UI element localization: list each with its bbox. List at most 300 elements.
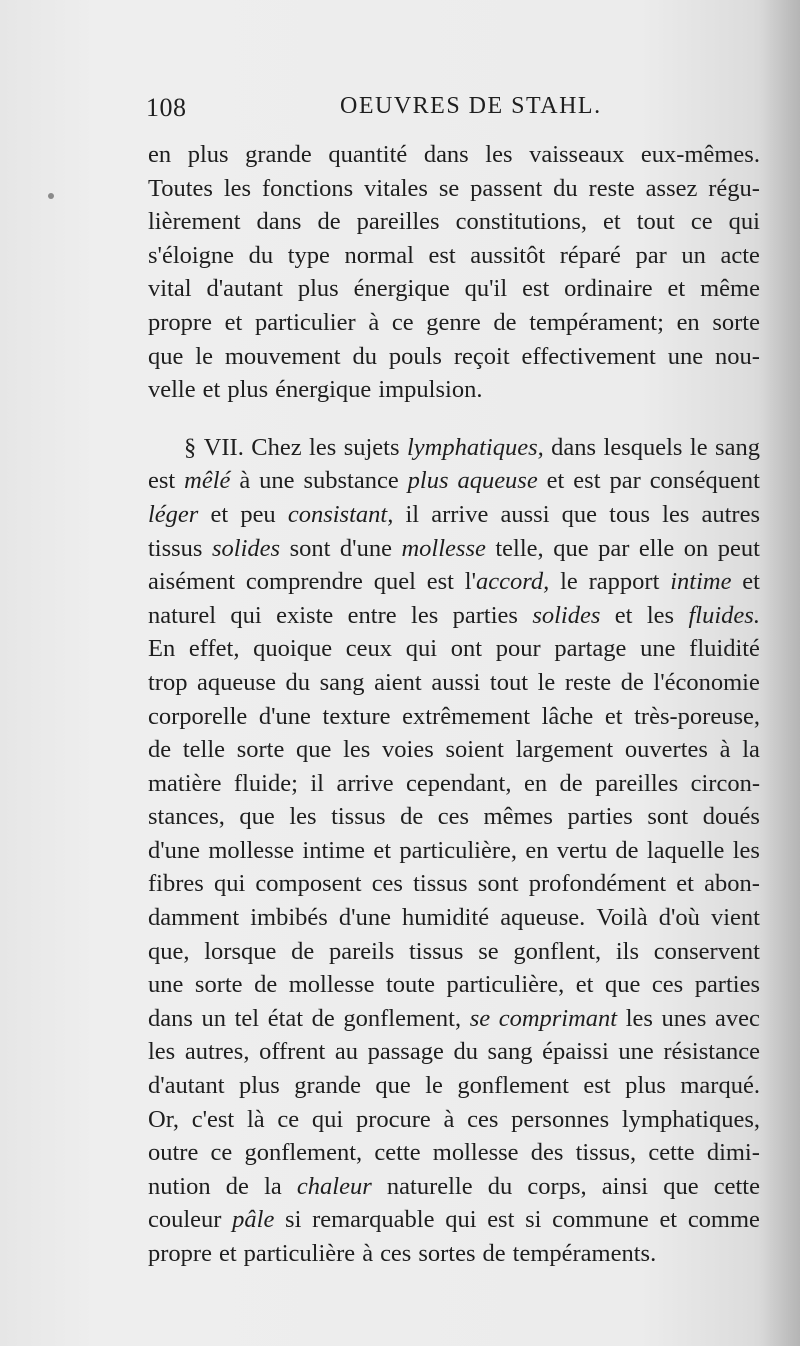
word: conséquent xyxy=(649,467,760,495)
word: d'autant xyxy=(148,1072,225,1100)
word: type xyxy=(287,241,330,269)
word: peut xyxy=(717,534,760,562)
text-line xyxy=(148,306,760,340)
word: ont xyxy=(450,635,483,663)
word: reste xyxy=(588,174,635,202)
word: si xyxy=(285,1206,302,1234)
word: elle xyxy=(638,534,675,562)
word: corps, xyxy=(527,1172,587,1200)
word: abon- xyxy=(704,870,760,898)
text-line xyxy=(148,1203,760,1237)
text-line xyxy=(148,532,760,566)
word: que xyxy=(604,971,641,999)
word: vital xyxy=(148,275,192,303)
word: qu'il xyxy=(464,275,508,303)
word: lesquels xyxy=(603,433,683,461)
text-line xyxy=(148,498,760,532)
word: vaisseaux xyxy=(529,141,625,168)
word: vient xyxy=(710,904,760,932)
text-line xyxy=(148,901,760,935)
word: unes xyxy=(661,1004,707,1032)
word: du xyxy=(453,1038,478,1066)
word: qui xyxy=(445,1206,477,1234)
paragraph xyxy=(148,138,760,407)
page-header xyxy=(146,93,776,133)
text-line xyxy=(148,733,760,767)
word: dans xyxy=(551,433,597,461)
word: laquelle xyxy=(646,836,725,864)
word: nution xyxy=(148,1172,211,1200)
word: d'une xyxy=(258,702,311,730)
word: que xyxy=(296,736,332,764)
word: Chez xyxy=(251,433,302,461)
word: procure xyxy=(355,1105,431,1133)
word: voies xyxy=(382,736,434,764)
word: et xyxy=(202,376,221,404)
word: stances, xyxy=(148,803,225,831)
word: aussi xyxy=(500,500,550,528)
word: la xyxy=(264,1172,282,1200)
word: ce xyxy=(277,1105,300,1133)
word: vitales xyxy=(364,174,428,202)
word: tout xyxy=(636,208,675,236)
word: et xyxy=(575,971,594,999)
word: de xyxy=(148,736,172,764)
word: qui xyxy=(213,870,246,898)
word: profondément xyxy=(528,870,667,898)
word: mollesse xyxy=(432,1139,519,1167)
word: gonflement xyxy=(457,1072,569,1100)
word: là xyxy=(246,1105,265,1133)
word: d'où xyxy=(658,904,700,932)
word: se xyxy=(438,174,460,202)
word: réparé xyxy=(559,241,621,269)
word: tissus xyxy=(331,803,386,831)
word: de xyxy=(482,1240,506,1267)
word: les xyxy=(485,141,513,168)
word: soient xyxy=(445,736,504,764)
word: du xyxy=(285,668,311,696)
word: cependant, xyxy=(406,769,512,797)
word: tissus xyxy=(148,534,203,562)
word: et xyxy=(210,500,229,528)
word: on xyxy=(683,534,709,562)
word: ces xyxy=(651,971,684,999)
word: Voilà xyxy=(596,904,648,932)
word: et xyxy=(218,1240,237,1267)
word: résistance xyxy=(663,1038,760,1066)
word: existe xyxy=(276,601,334,629)
word: les xyxy=(646,601,675,629)
word: énergique xyxy=(275,376,372,404)
word: pareilles xyxy=(356,208,440,236)
word: d'autant xyxy=(206,275,283,303)
word: avec xyxy=(715,1004,760,1032)
word: de xyxy=(317,208,341,236)
word: à xyxy=(368,308,380,336)
word: il xyxy=(310,769,324,797)
word: est xyxy=(573,467,601,495)
word: lièrement xyxy=(148,208,241,236)
word: que xyxy=(375,1072,411,1100)
word: sont xyxy=(477,870,519,898)
word: partage xyxy=(554,635,627,663)
word: telle xyxy=(182,736,225,764)
word: aient xyxy=(374,668,422,696)
word: et xyxy=(373,836,392,864)
word: conservent xyxy=(653,937,760,965)
word: arrive xyxy=(431,500,489,528)
word: fonctions xyxy=(261,174,354,202)
word: constitutions, xyxy=(455,208,587,236)
word: mêmes xyxy=(483,803,553,831)
word: il xyxy=(405,500,420,528)
word: le xyxy=(689,433,708,461)
word: substance xyxy=(303,467,399,495)
text-line xyxy=(148,464,760,498)
word: sortes xyxy=(418,1240,476,1267)
word: une xyxy=(667,342,704,370)
word: de xyxy=(400,803,424,831)
word: autres xyxy=(701,500,760,528)
word: vertu xyxy=(556,836,608,864)
word: lymphatiques, xyxy=(406,433,544,461)
word: est xyxy=(148,467,176,495)
text-line xyxy=(148,666,760,700)
word: ces xyxy=(437,803,470,831)
word: consistant, xyxy=(287,500,394,528)
word: lâche xyxy=(541,702,594,730)
word: la xyxy=(742,736,760,764)
word: comprendre xyxy=(245,568,363,596)
word: particulière, xyxy=(399,836,518,864)
word: le xyxy=(425,1072,443,1100)
word: fibres xyxy=(148,870,204,898)
word: du xyxy=(487,1172,513,1200)
text-line xyxy=(148,1002,760,1036)
word: solides xyxy=(532,601,601,629)
word: cette xyxy=(713,1172,760,1200)
word: sang xyxy=(319,668,365,696)
word: telle, xyxy=(495,534,544,562)
word: tissus xyxy=(409,937,464,965)
word: ce xyxy=(210,1139,233,1167)
word: mollesse xyxy=(288,971,375,999)
word: pouls xyxy=(388,342,442,370)
word: acte xyxy=(720,241,760,269)
word: toute xyxy=(386,971,435,999)
word: d'une xyxy=(338,904,391,932)
word: mouvement xyxy=(224,342,341,370)
word: tissus, xyxy=(575,1139,637,1167)
word: solides xyxy=(211,534,281,562)
word: ordinaire xyxy=(564,275,653,303)
word: extrêmement xyxy=(402,702,531,730)
word: sorte xyxy=(194,971,243,999)
text-line xyxy=(148,373,760,407)
word: les xyxy=(732,836,760,864)
word: de xyxy=(559,769,583,797)
word: lorsque xyxy=(204,937,277,965)
word: grande xyxy=(245,141,312,168)
word: épaissi xyxy=(542,1038,609,1066)
text-line xyxy=(148,1069,760,1103)
word: que xyxy=(561,500,598,528)
word: cette xyxy=(374,1139,421,1167)
word: une xyxy=(259,467,295,495)
word: de xyxy=(254,971,278,999)
word: sang xyxy=(715,433,760,461)
word: de xyxy=(225,1172,249,1200)
word: qui xyxy=(311,1105,344,1133)
word: ainsi xyxy=(601,1172,649,1200)
word: plus xyxy=(407,467,449,495)
word: les xyxy=(662,500,690,528)
word: intime xyxy=(670,568,732,596)
word: est xyxy=(583,1072,611,1100)
word: impulsion. xyxy=(378,376,483,404)
word: intime xyxy=(302,836,366,864)
word: personnes xyxy=(511,1105,610,1133)
word: ce xyxy=(690,208,713,236)
word: les xyxy=(309,433,337,461)
word: léger xyxy=(148,500,199,528)
word: VII. xyxy=(203,433,244,461)
word: En xyxy=(148,635,176,663)
word: comme xyxy=(687,1206,760,1234)
word: plus xyxy=(297,275,339,303)
word: ils xyxy=(615,937,640,965)
word: que xyxy=(239,803,275,831)
word: d'une xyxy=(148,836,201,864)
text-line xyxy=(148,767,760,801)
word: et xyxy=(676,870,694,898)
word: que xyxy=(148,342,184,370)
word: parties xyxy=(452,601,518,629)
word: trop xyxy=(148,668,188,696)
word: ouvertes xyxy=(624,736,708,764)
word: le xyxy=(537,668,556,696)
word: dans xyxy=(256,208,302,236)
text-line xyxy=(148,935,760,969)
word: et xyxy=(742,568,760,596)
word: aqueuse. xyxy=(500,904,586,932)
word: doués xyxy=(702,803,760,831)
word: ces xyxy=(371,870,403,898)
word: par xyxy=(635,241,667,269)
word: d'une xyxy=(339,534,392,562)
word: sorte xyxy=(712,308,760,336)
word: sorte xyxy=(236,736,285,764)
word: de xyxy=(311,1004,335,1032)
word: une xyxy=(148,971,184,999)
word: dimi- xyxy=(706,1139,760,1167)
word: du xyxy=(553,174,578,202)
word: largement xyxy=(515,736,614,764)
word: régu- xyxy=(708,174,760,202)
text-line xyxy=(148,834,760,868)
word: à xyxy=(443,1105,455,1133)
word: arrive xyxy=(336,769,394,797)
text-line xyxy=(148,1136,760,1170)
word: à xyxy=(239,467,251,495)
word: gonflement, xyxy=(343,1004,462,1032)
word: plus xyxy=(227,376,269,404)
word: humidité xyxy=(402,904,490,932)
word: naturel xyxy=(148,601,217,629)
word: si xyxy=(525,1206,542,1234)
word: à xyxy=(719,736,731,764)
word: aisément xyxy=(148,568,236,596)
word: velle xyxy=(148,376,196,404)
word: grande xyxy=(294,1072,361,1100)
word: plus xyxy=(625,1072,666,1100)
word: plus xyxy=(238,1072,280,1100)
text-line xyxy=(148,172,760,206)
word: tel xyxy=(234,1004,260,1032)
word: propre xyxy=(148,1240,212,1267)
word: circon- xyxy=(690,769,760,797)
word: que, xyxy=(148,937,190,965)
word: et xyxy=(614,601,633,629)
word: fluides. xyxy=(688,601,760,629)
word: chaleur xyxy=(296,1172,372,1200)
word: et xyxy=(604,702,623,730)
text-line xyxy=(148,205,760,239)
word: par xyxy=(598,534,630,562)
word: des xyxy=(530,1139,564,1167)
word: quantité xyxy=(328,141,408,168)
text-line xyxy=(148,968,760,1002)
text-line xyxy=(148,599,760,633)
word: cette xyxy=(648,1139,695,1167)
word: rapport xyxy=(588,568,660,596)
text-line xyxy=(148,1170,760,1204)
word: pour xyxy=(495,635,541,663)
word: les xyxy=(148,1038,176,1066)
text-line xyxy=(148,867,760,901)
word: tissus xyxy=(413,870,468,898)
word: est xyxy=(428,241,456,269)
paragraph xyxy=(148,431,760,1271)
word: sujets xyxy=(343,433,400,461)
text-line xyxy=(148,800,760,834)
word: s'éloigne xyxy=(148,241,235,269)
word: gonflent, xyxy=(513,937,602,965)
word: le xyxy=(195,342,213,370)
word: propre xyxy=(148,308,212,336)
word: en xyxy=(676,308,700,336)
word: offrent xyxy=(259,1038,326,1066)
word: imbibés xyxy=(250,904,328,932)
running-head: OEUVRES DE STAHL. xyxy=(340,93,602,119)
text-line xyxy=(148,632,760,666)
word: état xyxy=(267,1004,304,1032)
word: pareils xyxy=(328,937,395,965)
text-line xyxy=(148,700,760,734)
word: fluidité xyxy=(689,635,760,663)
word: parties xyxy=(694,971,760,999)
word: commune xyxy=(552,1206,649,1234)
word: quoique xyxy=(253,635,333,663)
word: ces xyxy=(467,1105,499,1133)
word: à xyxy=(362,1240,374,1267)
word: l'économie xyxy=(653,668,760,696)
text-line xyxy=(148,1035,760,1069)
word: normal xyxy=(344,241,414,269)
word: pâle xyxy=(232,1206,275,1234)
word: au xyxy=(334,1038,359,1066)
word: est xyxy=(522,275,550,303)
word: Or, xyxy=(148,1105,179,1133)
word: un xyxy=(201,1004,227,1032)
text-line xyxy=(148,138,760,172)
word: du xyxy=(352,342,377,370)
word: texture xyxy=(322,702,391,730)
word: effectivement xyxy=(521,342,656,370)
word: se xyxy=(478,937,499,965)
word: le xyxy=(560,568,578,596)
word: sang xyxy=(487,1038,533,1066)
text-line xyxy=(148,431,760,465)
word: tempérament; xyxy=(529,308,664,336)
page-number: 108 xyxy=(146,93,187,122)
word: passage xyxy=(367,1038,444,1066)
word: les xyxy=(411,601,439,629)
word: Toutes xyxy=(148,174,213,202)
text-line xyxy=(148,1103,760,1137)
word: reste xyxy=(564,668,612,696)
word: effet, xyxy=(188,635,240,663)
word: matière xyxy=(148,769,222,797)
word: énergique xyxy=(353,275,450,303)
paragraph-gap xyxy=(148,407,760,431)
text-line xyxy=(148,1237,760,1271)
word: en xyxy=(523,769,548,797)
word: et xyxy=(546,467,565,495)
word: naturelle xyxy=(386,1172,473,1200)
word: qui xyxy=(405,635,438,663)
text-line xyxy=(148,272,760,306)
word: outre xyxy=(148,1139,199,1167)
page-edge-shadow xyxy=(760,0,800,1346)
word: plus xyxy=(187,141,229,168)
word: est xyxy=(487,1206,515,1234)
word: remarquable xyxy=(312,1206,435,1234)
word: ces xyxy=(380,1240,412,1267)
word: tout xyxy=(489,668,529,696)
word: mêlé xyxy=(184,467,231,495)
word: parties xyxy=(567,803,633,831)
word: par xyxy=(609,467,641,495)
word: aqueuse xyxy=(197,668,276,696)
word: aqueuse xyxy=(457,467,538,495)
word: damment xyxy=(148,904,240,932)
word: peu xyxy=(240,500,276,528)
word: dans xyxy=(148,1004,193,1032)
text-line xyxy=(148,239,760,273)
word: sont xyxy=(647,803,689,831)
word: genre xyxy=(426,308,481,336)
word: c'est xyxy=(191,1105,235,1133)
word: de xyxy=(493,308,517,336)
word: composent xyxy=(255,870,362,898)
word: que xyxy=(553,534,589,562)
word: qui xyxy=(230,601,262,629)
word: une xyxy=(640,635,676,663)
word: passent xyxy=(470,174,543,202)
word: comprimant xyxy=(498,1004,618,1032)
